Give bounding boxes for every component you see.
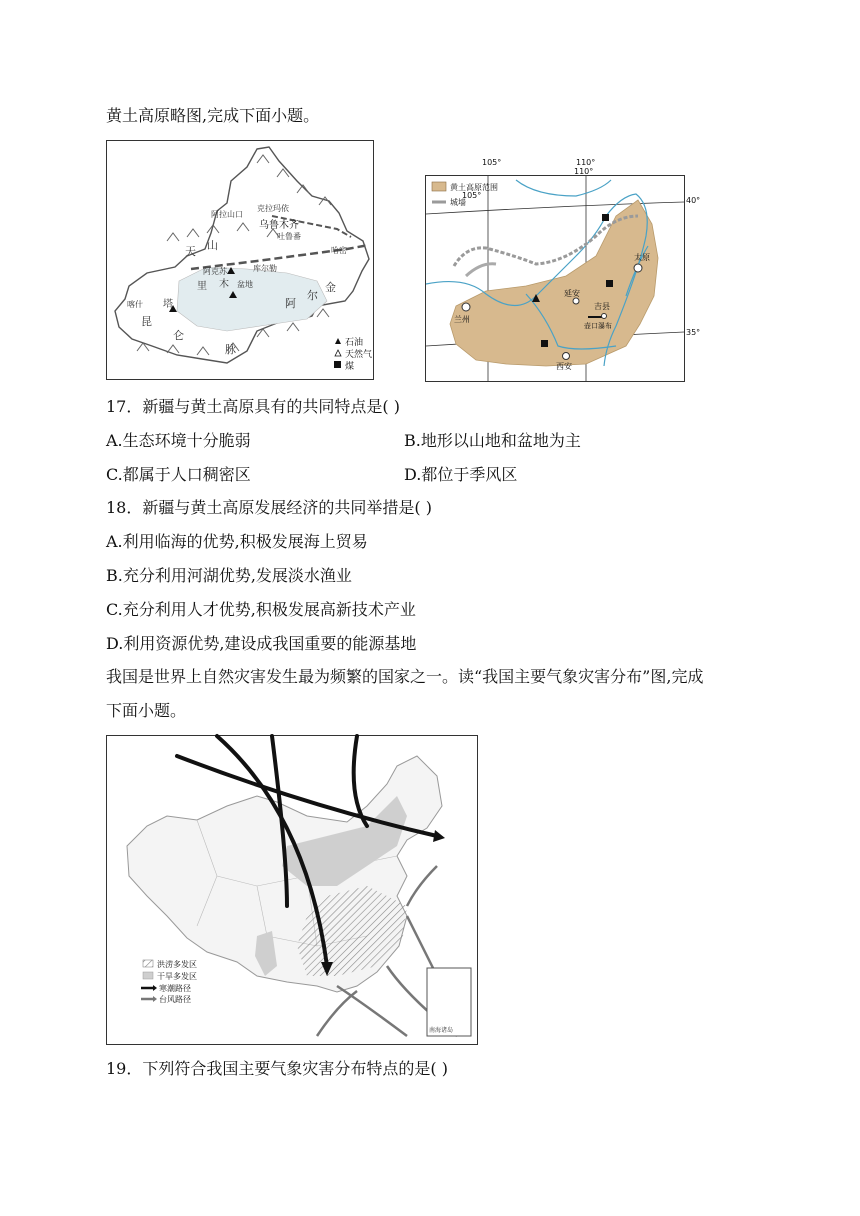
south-sea-inset-label: 南海诸岛 [429, 1027, 454, 1034]
q17-option-c[interactable]: C.都属于人口稠密区 [106, 465, 251, 484]
legend-coal-label: 煤 [345, 362, 355, 372]
place-label: 金 [325, 281, 336, 294]
q17-option-a[interactable]: A.生态环境十分脆弱 [106, 431, 251, 450]
city-yanan: 延安 [564, 289, 580, 298]
place-label: 盆地 [237, 280, 253, 289]
legend-gas-label: 天然气 [345, 350, 373, 360]
legend-drought-label: 干旱多发区 [157, 972, 197, 981]
place-label: 喀什 [127, 300, 143, 309]
place-label: 昆 [141, 315, 152, 328]
place-label: 天 [185, 245, 196, 258]
place-label: 乌鲁木齐 [259, 220, 299, 231]
city-hukou: 壶口瀑布 [584, 322, 612, 330]
loess-plateau-map [425, 167, 685, 382]
lat-label-40: 40° [686, 196, 701, 205]
svg-text:110°: 110° [574, 167, 594, 176]
xinjiang-map [106, 140, 374, 380]
place-label: 脉 [225, 343, 236, 356]
q19-stem: 19．下列符合我国主要气象灾害分布特点的是( ) [106, 1059, 448, 1078]
intro-text-1: 黄土高原略图,完成下面小题。 [106, 106, 320, 125]
place-label: 库尔勒 [253, 264, 277, 273]
place-label: 仑 [173, 329, 184, 342]
place-label: 阿克苏 [203, 267, 227, 276]
intro-text-2-line2: 下面小题。 [106, 701, 187, 720]
city-xian: 西安 [556, 362, 572, 371]
place-label: 里 [197, 281, 207, 292]
q18-option-c[interactable]: C.充分利用人才优势,积极发展高新技术产业 [106, 600, 416, 619]
legend-typhoon-label: 台风路径 [159, 995, 191, 1004]
city-taiyuan: 太原 [634, 253, 650, 262]
q17-option-d[interactable]: D.都位于季风区 [404, 465, 518, 484]
legend-plateau-label: 黄土高原范围 [450, 183, 498, 192]
place-label: 阿拉山口 [211, 210, 243, 219]
city-jixian: 吉县 [594, 302, 610, 311]
lat-label-35: 35° [686, 328, 701, 337]
place-label: 哈密 [331, 246, 347, 255]
place-label: 塔 [163, 299, 173, 310]
legend-flood-label: 洪涝多发区 [157, 960, 197, 969]
q18-option-d[interactable]: D.利用资源优势,建设成我国重要的能源基地 [106, 634, 417, 653]
q18-stem: 18．新疆与黄土高原发展经济的共同举措是( ) [106, 498, 432, 517]
place-label: 山 [207, 239, 218, 252]
city-lanzhou: 兰州 [454, 315, 470, 324]
q18-option-a[interactable]: A.利用临海的优势,积极发展海上贸易 [106, 532, 368, 551]
place-label: 尔 [307, 289, 318, 302]
place-label: 阿 [285, 297, 296, 310]
place-label: 木 [219, 279, 229, 290]
q17-stem: 17．新疆与黄土高原具有的共同特点是( ) [106, 397, 400, 416]
legend-oil-label: 石油 [345, 338, 364, 348]
place-label: 克拉玛依 [257, 204, 289, 213]
china-weather-disaster-map [106, 735, 478, 1045]
lon-label-105: 105° [482, 158, 502, 167]
q17-option-b[interactable]: B.地形以山地和盆地为主 [404, 431, 581, 450]
lon-105-label: 105° [462, 191, 482, 200]
legend-wall-label: 城墙 [450, 198, 466, 207]
place-label: 吐鲁番 [277, 232, 301, 241]
intro-text-2-line1: 我国是世界上自然灾害发生最为频繁的国家之一。读“我国主要气象灾害分布”图,完成 [106, 667, 704, 686]
legend-coldwave-label: 寒潮路径 [159, 984, 191, 993]
q18-option-b[interactable]: B.充分利用河湖优势,发展淡水渔业 [106, 566, 352, 585]
lon-label-110: 110° [576, 158, 596, 167]
